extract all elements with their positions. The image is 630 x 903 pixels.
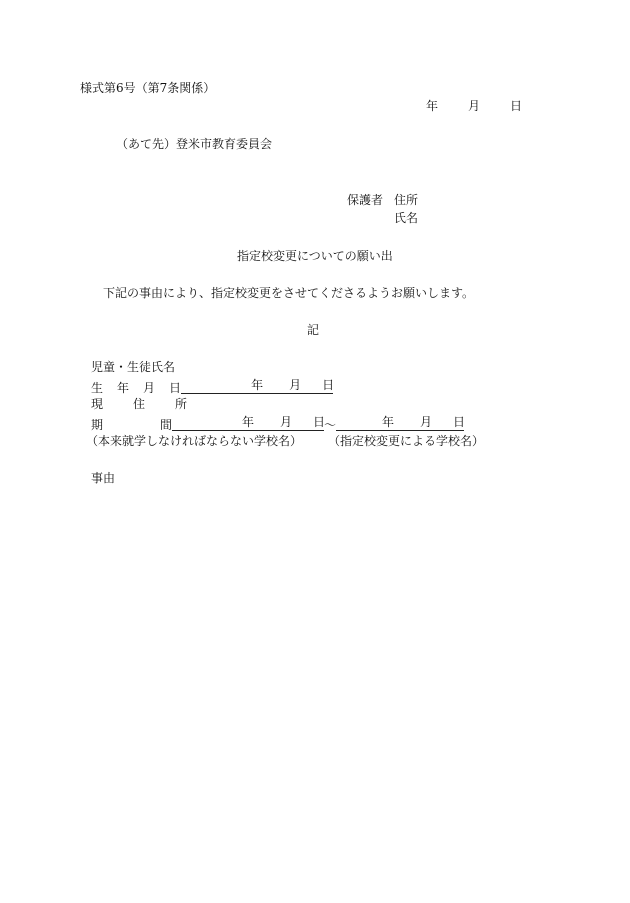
current-address-row: [91, 398, 187, 410]
period-c2: 間: [160, 418, 173, 432]
ki-heading: 記: [307, 323, 320, 337]
guardian-address-label: 住所: [394, 193, 419, 207]
date-month-label: 月: [467, 99, 480, 113]
addressee: （あて先）登米市教育委員会: [116, 137, 273, 151]
period-start-year-label: 年: [242, 415, 255, 429]
birth-date-field[interactable]: [181, 379, 333, 394]
period-end-month-label: 月: [420, 415, 433, 429]
period-c1: 期: [91, 418, 104, 432]
birth-c1: 生: [91, 381, 104, 395]
form-number: 様式第6号（第7条関係）: [80, 81, 216, 95]
submission-date: [426, 100, 522, 112]
document-title: 指定校変更についての願い出: [237, 249, 393, 263]
guardian-label: 保護者: [347, 193, 384, 207]
birth-c3: 月: [143, 381, 156, 395]
period-row: [91, 416, 464, 431]
period-start-field[interactable]: [172, 416, 324, 431]
reason-label: 事由: [91, 471, 116, 485]
birth-year-label: 年: [251, 378, 264, 392]
student-name-label: 児童・生徒氏名: [91, 360, 176, 374]
period-end-field[interactable]: [336, 416, 464, 431]
date-year-label: 年: [425, 99, 438, 113]
original-school-label: （本来就学しなければならない学校名）: [86, 434, 303, 448]
period-end-year-label: 年: [382, 415, 395, 429]
school-names-row: [86, 435, 484, 447]
designated-school-label: （指定校変更による学校名）: [328, 434, 485, 448]
birth-c2: 年: [117, 381, 130, 395]
address-c3: 所: [175, 397, 188, 411]
period-start-month-label: 月: [280, 415, 293, 429]
birth-c4: 日: [169, 381, 182, 395]
birth-day-label: 日: [322, 378, 335, 392]
guardian-name-label: 氏名: [394, 211, 419, 225]
birth-date-row: [91, 379, 333, 394]
period-end-day-label: 日: [453, 415, 466, 429]
period-tilde: ～: [324, 418, 337, 432]
address-c1: 現: [91, 397, 104, 411]
reason-row: [91, 472, 115, 484]
student-name-row: [91, 361, 175, 373]
request-statement: 下記の事由により、指定校変更をさせてくださるようお願いします。: [103, 286, 475, 300]
address-c2: 住: [133, 397, 146, 411]
birth-month-label: 月: [289, 378, 302, 392]
period-start-day-label: 日: [313, 415, 326, 429]
date-day-label: 日: [509, 99, 522, 113]
